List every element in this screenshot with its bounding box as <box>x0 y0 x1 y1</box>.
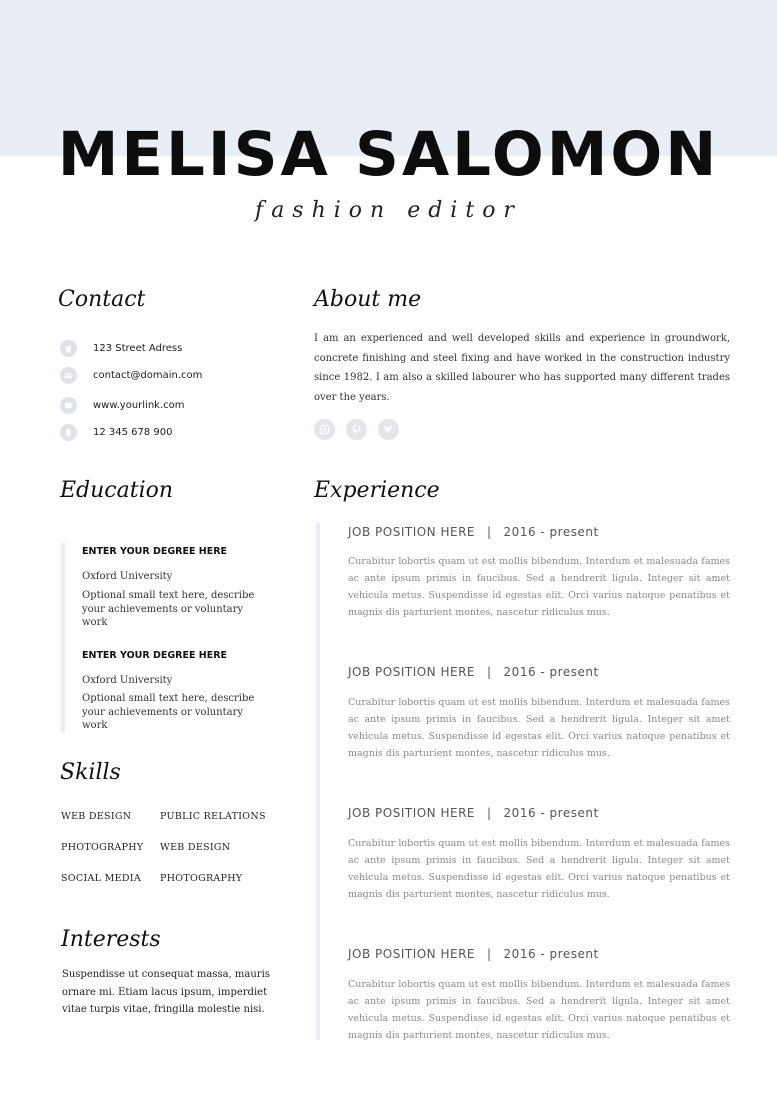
education-university: Oxford University <box>82 571 173 582</box>
job-period: 2016 - present <box>503 947 599 961</box>
job-title-line <box>348 525 599 539</box>
contact-email[interactable]: contact@domain.com <box>93 370 203 381</box>
job-title: JOB POSITION HERE <box>348 665 475 679</box>
education-description: Optional small text here, describe your achievements or voluntary work <box>82 693 255 731</box>
job-period: 2016 - present <box>503 665 599 679</box>
job-description: Curabitur lobortis quam ut est mollis bibendum. Interdum et malesuada fames ac ante ipsum primis in faucibus. Sed a hendrerit ligula. Integer sit amet vehicula metus. Suspendisse id egestas elit. Orci varius natoque penatibus et magnis dis parturient montes, nascetur ridiculus mus. <box>348 697 730 759</box>
job-title-line <box>348 665 599 679</box>
contact-phone-row <box>60 424 173 441</box>
skill-item: PHOTOGRAPHY <box>160 873 243 884</box>
twitter-icon[interactable] <box>378 419 399 440</box>
job-period: 2016 - present <box>503 806 599 820</box>
job-separator: | <box>487 665 492 679</box>
skill-item: PUBLIC RELATIONS <box>160 811 266 822</box>
contact-heading: Contact <box>58 287 146 312</box>
interests-text: Suspendisse ut consequat massa, mauris ornare mi. Etiam lacus ipsum, imperdiet vitae turpis vitae, fringilla molestie nisi. <box>62 969 270 1015</box>
pinterest-icon[interactable] <box>346 419 367 440</box>
job-description: Curabitur lobortis quam ut est mollis bibendum. Interdum et malesuada fames ac ante ipsum primis in faucibus. Sed a hendrerit ligula. Integer sit amet vehicula metus. Suspendisse id egestas elit. Orci varius natoque penatibus et magnis dis parturient montes, nascetur ridiculus mus. <box>348 556 730 618</box>
education-degree: ENTER YOUR DEGREE HERE <box>82 546 228 557</box>
job-title-line <box>348 947 599 961</box>
education-accent-bar <box>61 543 65 733</box>
skill-item: PHOTOGRAPHY <box>61 842 144 853</box>
experience-accent-bar <box>316 523 320 1040</box>
job-separator: | <box>487 947 492 961</box>
contact-email-row <box>60 367 202 384</box>
education-university: Oxford University <box>82 675 173 686</box>
contact-website[interactable]: www.yourlink.com <box>93 400 185 411</box>
contact-address: 123 Street Adress <box>93 343 183 354</box>
education-description: Optional small text here, describe your achievements or voluntary work <box>82 590 255 628</box>
job-subtitle: fashion editor <box>255 198 522 223</box>
job-description: Curabitur lobortis quam ut est mollis bibendum. Interdum et malesuada fames ac ante ipsum primis in faucibus. Sed a hendrerit ligula. Integer sit amet vehicula metus. Suspendisse id egestas elit. Orci varius natoque penatibus et magnis dis parturient montes, nascetur ridiculus mus. <box>348 838 730 900</box>
job-title: JOB POSITION HERE <box>348 806 475 820</box>
contact-phone: 12 345 678 900 <box>93 427 173 438</box>
instagram-icon[interactable] <box>314 419 335 440</box>
skill-item: WEB DESIGN <box>61 811 132 822</box>
skill-item: SOCIAL MEDIA <box>61 873 141 884</box>
about-heading: About me <box>314 287 422 312</box>
interests-heading: Interests <box>61 927 161 952</box>
job-title: JOB POSITION HERE <box>348 525 475 539</box>
contact-website-row <box>60 397 185 414</box>
phone-icon <box>60 424 77 441</box>
job-separator: | <box>487 525 492 539</box>
job-period: 2016 - present <box>503 525 599 539</box>
globe-icon <box>60 397 77 414</box>
job-title-line <box>348 806 599 820</box>
contact-address-row <box>60 340 182 357</box>
skill-item: WEB DESIGN <box>160 842 231 853</box>
about-text: I am an experienced and well developed skills and experience in groundwork, concrete finishing and steel fixing and have worked in the construction industry since 1982. I am also a skilled labourer who has supported many different trades over the years. <box>314 333 730 403</box>
job-separator: | <box>487 806 492 820</box>
job-title: JOB POSITION HERE <box>348 947 475 961</box>
experience-heading: Experience <box>314 478 440 503</box>
mail-icon <box>60 367 77 384</box>
job-description: Curabitur lobortis quam ut est mollis bibendum. Interdum et malesuada fames ac ante ipsum primis in faucibus. Sed a hendrerit ligula. Integer sit amet vehicula metus. Suspendisse id egestas elit. Orci varius natoque penatibus et magnis dis parturient montes, nascetur ridiculus mus. <box>348 979 730 1041</box>
education-heading: Education <box>60 478 174 503</box>
skills-heading: Skills <box>60 760 121 785</box>
candidate-name: MELISA SALOMON <box>57 119 720 190</box>
social-icons <box>314 419 410 440</box>
education-degree: ENTER YOUR DEGREE HERE <box>82 650 228 661</box>
home-icon <box>60 340 77 357</box>
